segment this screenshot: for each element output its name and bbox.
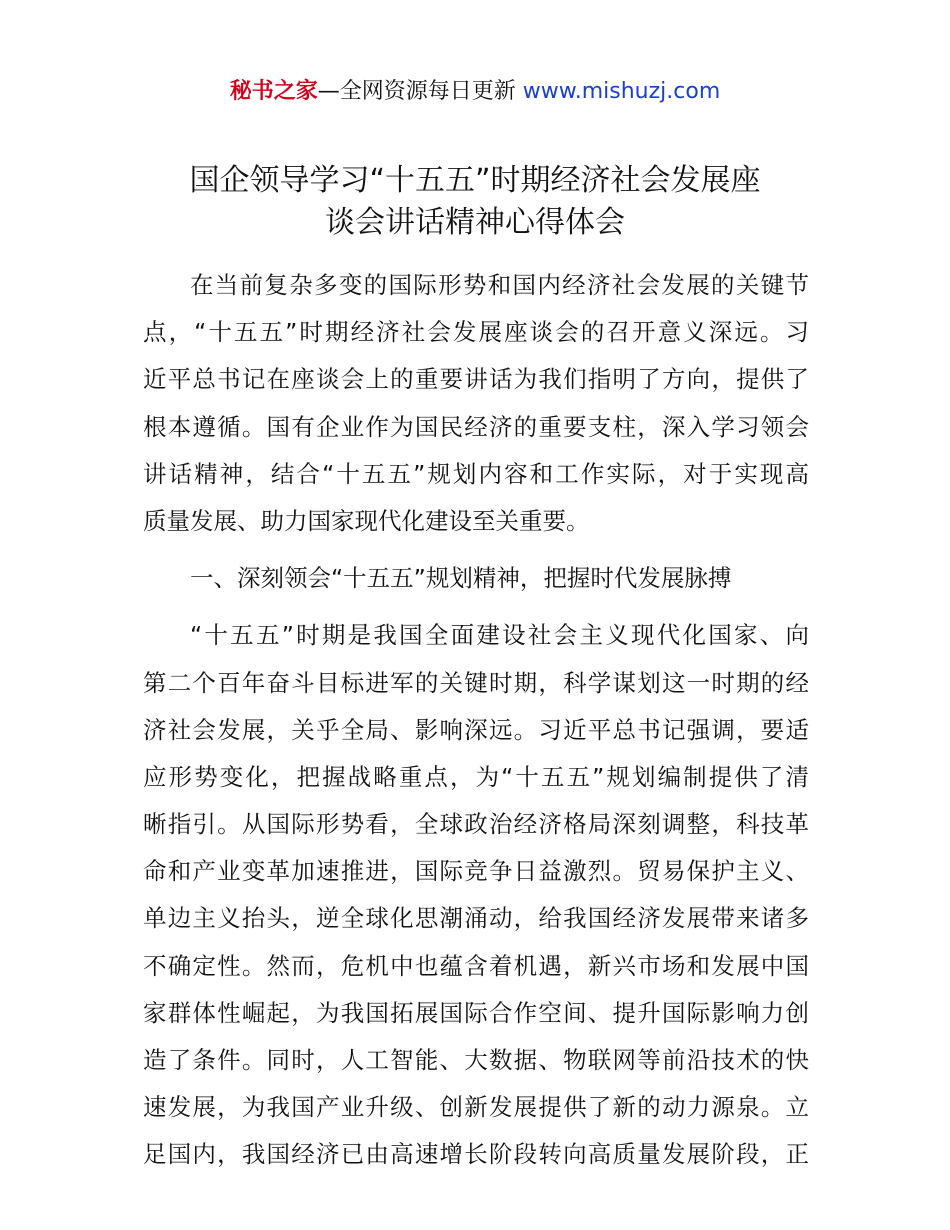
section-heading-1: [143, 555, 809, 602]
paragraph-line: 质量发展、助力国家现代化建设至关重要。: [143, 506, 590, 535]
paragraph-line: 足国内，我国经济已由高速增长阶段转向高质量发展阶段，正: [143, 1140, 809, 1169]
paragraph-line: 第二个百年奋斗目标进军的关键时期，科学谋划这一时期的经: [143, 668, 809, 697]
paragraph-intro: [143, 262, 809, 545]
paragraph-line: 家群体性崛起，为我国拓展国际合作空间、提升国际影响力创: [143, 998, 809, 1027]
site-brand: 秘书之家: [229, 79, 318, 104]
paragraph-line: 单边主义抬头，逆全球化思潮涌动，给我国经济发展带来诸多: [143, 904, 809, 933]
paragraph-line: 应形势变化，把握战略重点，为“十五五”规划编制提供了清: [143, 762, 809, 791]
paragraph-line: 不确定性。然而，危机中也蕴含着机遇，新兴市场和发展中国: [143, 951, 809, 980]
paragraph-line: 根本遵循。国有企业作为国民经济的重要支柱，深入学习领会: [143, 412, 809, 441]
section-heading-line: 一、深刻领会“十五五”规划精神，把握时代发展脉搏: [190, 564, 732, 593]
site-tagline: —全网资源每日更新: [317, 79, 516, 104]
paragraph-line: 命和产业变革加速推进，国际竞争日益激烈。贸易保护主义、: [143, 857, 809, 886]
site-url-link[interactable]: www.mishuzj.com: [522, 79, 721, 104]
site-header: [0, 74, 950, 110]
paragraph-line: 济社会发展，关乎全局、影响深远。习近平总书记强调，要适: [143, 715, 809, 744]
paragraph-line: 讲话精神，结合“十五五”规划内容和工作实际，对于实现高: [143, 459, 809, 488]
paragraph-line: 晰指引。从国际形势看，全球政治经济格局深刻调整，科技革: [143, 810, 809, 839]
title-line-1: 国企领导学习“十五五”时期经济社会发展座: [189, 163, 761, 198]
title-line-2: 谈会讲话精神心得体会: [325, 205, 625, 240]
paragraph-line: 近平总书记在座谈会上的重要讲话为我们指明了方向，提供了: [143, 365, 809, 394]
paragraph-line: 在当前复杂多变的国际形势和国内经济社会发展的关键节: [190, 271, 809, 299]
paragraph-section-1: [143, 612, 809, 1178]
paragraph-line: 点，“十五五”时期经济社会发展座谈会的召开意义深远。习: [143, 318, 809, 347]
paragraph-line: 速发展，为我国产业升级、创新发展提供了新的动力源泉。立: [143, 1093, 809, 1122]
paragraph-line: “十五五”时期是我国全面建设社会主义现代化国家、向: [190, 621, 809, 650]
document-title: [0, 160, 950, 244]
document-body: [143, 262, 809, 1179]
paragraph-line: 造了条件。同时，人工智能、大数据、物联网等前沿技术的快: [143, 1046, 809, 1074]
